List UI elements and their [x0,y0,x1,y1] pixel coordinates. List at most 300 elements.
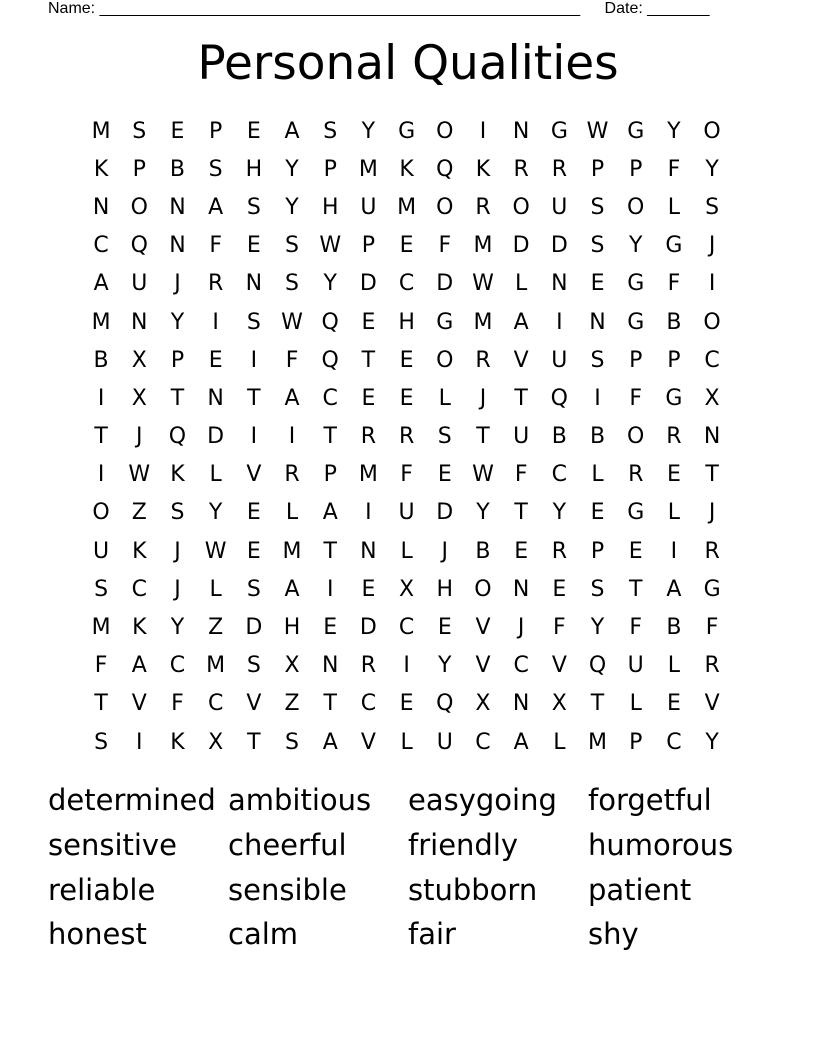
grid-letter: R [360,653,377,679]
grid-letter: U [360,194,377,220]
grid-letter: Q [321,309,339,335]
grid-letter: H [321,194,339,220]
grid-letter: Y [590,615,605,641]
word-list-item: forgetful [588,783,712,818]
grid-letter: L [285,500,299,526]
grid-letter: E [361,309,376,335]
grid-letter: X [131,347,147,373]
grid-letter: O [436,194,454,220]
grid-letter: E [666,462,681,488]
grid-letter: M [282,538,302,564]
grid-letter: G [703,576,721,602]
grid-letter: T [514,500,528,526]
word-list-item: easygoing [408,783,557,818]
grid-letter: M [588,729,608,755]
grid-letter: L [400,538,413,564]
word-list-item: sensible [228,872,347,907]
grid-letter: P [590,538,605,564]
grid-letter: F [667,271,681,297]
grid-letter: L [209,462,222,488]
grid-letter: E [361,385,376,411]
grid-letter: O [92,500,110,526]
grid-letter: Y [552,500,567,526]
grid-letter: O [512,194,530,220]
grid-letter: P [590,156,605,182]
grid-letter: G [627,118,645,144]
grid-letter: Q [436,156,454,182]
grid-letter: W [281,309,303,335]
word-list-item: determined [48,783,216,818]
grid-letter: D [436,271,454,297]
word-list-item: friendly [408,828,519,863]
word-list [48,778,768,957]
grid-letter: G [436,309,454,335]
grid-letter: L [667,500,681,526]
grid-letter: V [131,691,147,717]
grid-letter: T [323,424,337,450]
grid-letter: M [397,194,417,220]
word-list-item: fair [408,917,456,952]
grid-letter: T [361,347,376,373]
grid-letter: O [627,194,645,220]
grid-letter: P [170,347,185,373]
word-list-item: shy [588,917,639,952]
grid-letter: T [514,385,528,411]
grid-letter: U [627,653,644,679]
grid-letter: C [551,462,568,488]
grid-letter: U [513,424,530,450]
grid-letter: X [284,653,300,679]
grid-letter: M [91,615,111,641]
grid-letter: V [246,462,262,488]
grid-letter: B [551,424,567,450]
grid-letter: D [359,615,377,641]
grid-letter: G [550,118,568,144]
grid-letter: B [589,424,606,450]
grid-letter: J [174,271,181,297]
name-field-label: Name: ______________________________________________________ [48,0,581,17]
grid-letter: C [360,691,377,717]
grid-letter: B [666,309,682,335]
grid-letter: F [400,462,413,488]
grid-letter: P [209,118,223,144]
grid-letter: Y [438,653,452,679]
grid-letter: A [513,729,529,755]
grid-letter: V [246,691,262,717]
grid-letter: A [666,576,682,602]
grid-letter: C [398,615,415,641]
grid-letter: E [323,615,338,641]
grid-letter: M [473,309,493,335]
grid-letter: I [708,271,716,297]
grid-letter: J [174,576,181,602]
grid-letter: E [590,500,605,526]
grid-letter: R [628,462,644,488]
grid-letter: T [705,462,719,488]
grid-letter: T [323,691,337,717]
grid-letter: I [365,500,372,526]
grid-letter: W [128,462,151,488]
grid-letter: A [208,194,224,220]
grid-letter: N [92,194,110,220]
grid-letter: C [131,576,147,602]
grid-letter: G [627,500,645,526]
grid-letter: L [629,691,642,717]
grid-letter: F [94,653,108,679]
grid-letter: Y [705,156,719,182]
grid-letter: F [667,156,681,182]
grid-letter: E [246,118,261,144]
grid-letter: R [551,156,567,182]
grid-letter: Y [208,500,223,526]
grid-letter: Y [170,615,185,641]
word-list-item: humorous [588,828,734,863]
grid-letter: C [169,653,186,679]
grid-letter: K [475,156,491,182]
grid-letter: P [629,347,643,373]
grid-letter: Q [130,233,148,259]
grid-letter: X [208,729,224,755]
grid-letter: R [360,424,377,450]
grid-letter: C [475,729,491,755]
grid-letter: A [322,729,338,755]
grid-letter: H [245,156,263,182]
grid-letter: M [91,118,111,144]
grid-letter: S [208,156,223,182]
page-title: Personal Qualities [197,36,619,91]
grid-letter: J [479,385,487,411]
grid-letter: Y [170,309,185,335]
grid-letter: B [475,538,491,564]
grid-letter: G [665,233,683,259]
grid-letter: G [627,309,645,335]
grid-letter: S [94,576,109,602]
grid-letter: Z [284,691,300,717]
grid-letter: S [590,576,605,602]
grid-letter: U [131,271,148,297]
grid-letter: A [131,653,147,679]
grid-letter: P [361,233,376,259]
grid-letter: Y [628,233,643,259]
grid-letter: X [704,385,720,411]
grid-letter: D [207,424,225,450]
grid-letter: O [130,194,148,220]
grid-letter: P [323,156,337,182]
grid-letter: O [436,118,454,144]
grid-letter: D [245,615,263,641]
grid-letter: R [208,271,224,297]
grid-letter: L [209,576,222,602]
word-list-item: calm [228,917,299,952]
grid-letter: A [513,309,529,335]
grid-letter: F [553,615,566,641]
grid-letter: A [93,271,109,297]
grid-letter: N [589,309,606,335]
grid-letter: C [207,691,224,717]
grid-letter: S [590,233,605,259]
grid-letter: W [472,462,494,488]
grid-letter: J [517,615,525,641]
grid-letter: L [515,271,528,297]
grid-letter: I [288,424,296,450]
grid-letter: K [132,538,147,564]
grid-letter: N [512,691,530,717]
grid-letter: S [285,729,300,755]
grid-letter: I [403,653,410,679]
grid-letter: E [628,538,643,564]
grid-letter: K [399,156,414,182]
grid-letter: G [665,385,683,411]
grid-letter: N [360,538,377,564]
grid-letter: V [475,615,491,641]
grid-letter: S [705,194,720,220]
letter-grid [82,112,731,761]
grid-letter: F [171,691,184,717]
grid-letter: T [94,691,108,717]
grid-letter: I [326,576,334,602]
grid-letter: F [629,615,643,641]
grid-letter: R [513,156,529,182]
grid-letter: T [247,385,261,411]
grid-letter: N [512,576,530,602]
grid-letter: T [323,538,337,564]
grid-letter: R [551,538,567,564]
grid-letter: P [667,347,681,373]
grid-letter: E [437,615,452,641]
grid-letter: E [246,233,261,259]
grid-letter: E [208,347,223,373]
grid-letter: E [170,118,185,144]
grid-letter: E [399,347,414,373]
grid-letter: E [437,462,452,488]
grid-letter: S [132,118,147,144]
grid-letter: L [667,653,681,679]
grid-letter: V [513,347,529,373]
grid-letter: H [283,615,301,641]
grid-letter: R [666,424,682,450]
grid-letter: K [170,462,185,488]
grid-letter: J [708,233,716,259]
grid-letter: F [629,385,643,411]
grid-letter: C [398,271,415,297]
grid-letter: O [474,576,492,602]
grid-letter: N [169,194,186,220]
grid-letter: A [284,385,300,411]
grid-letter: T [94,424,108,450]
grid-letter: Q [436,691,454,717]
grid-letter: V [704,691,720,717]
grid-letter: M [358,156,378,182]
grid-letter: S [590,194,605,220]
grid-letter: E [246,538,261,564]
grid-letter: D [436,500,454,526]
grid-letter: N [512,118,530,144]
grid-letter: T [628,576,643,602]
date-field-label: Date: _______ [604,0,710,17]
grid-letter: E [590,271,605,297]
word-list-item: honest [48,917,147,952]
grid-letter: E [246,500,261,526]
grid-letter: Q [321,347,339,373]
grid-letter: T [170,385,185,411]
grid-letter: I [479,118,487,144]
grid-letter: I [250,347,258,373]
grid-letter: U [93,538,110,564]
grid-letter: I [594,385,601,411]
grid-letter: D [550,233,568,259]
grid-letter: O [627,424,645,450]
grid-letter: O [436,347,454,373]
grid-letter: E [514,538,529,564]
grid-letter: L [591,462,604,488]
grid-letter: N [703,424,721,450]
grid-letter: E [361,576,376,602]
grid-letter: F [285,347,299,373]
grid-letter: C [93,233,109,259]
grid-letter: D [512,233,530,259]
grid-letter: H [436,576,454,602]
grid-letter: P [629,729,643,755]
grid-letter: E [666,691,681,717]
grid-letter: U [436,729,453,755]
word-list-item: patient [588,872,692,907]
grid-letter: R [704,653,720,679]
grid-letter: S [285,271,300,297]
grid-letter: S [246,653,261,679]
grid-letter: Y [285,156,299,182]
grid-letter: P [323,462,337,488]
grid-letter: G [627,271,645,297]
grid-letter: L [553,729,566,755]
grid-letter: A [284,118,300,144]
grid-letter: L [667,194,681,220]
grid-letter: E [552,576,567,602]
grid-letter: Z [131,500,147,526]
grid-letter: D [359,271,377,297]
grid-letter: E [399,385,414,411]
grid-letter: F [705,615,719,641]
grid-letter: B [169,156,186,182]
grid-letter: A [284,576,300,602]
grid-letter: Y [476,500,490,526]
grid-letter: N [207,385,224,411]
grid-letter: C [513,653,529,679]
grid-letter: C [704,347,720,373]
grid-letter: Z [208,615,224,641]
grid-letter: O [703,118,721,144]
grid-letter: F [438,233,452,259]
grid-letter: T [247,729,261,755]
grid-letter: S [590,347,605,373]
grid-letter: T [590,691,605,717]
grid-letter: A [322,500,338,526]
grid-letter: P [629,156,643,182]
grid-letter: I [250,424,258,450]
grid-letter: N [169,233,186,259]
grid-letter: R [398,424,415,450]
grid-letter: Y [705,729,719,755]
grid-letter: S [246,194,261,220]
grid-letter: W [472,271,494,297]
grid-letter: M [358,462,378,488]
grid-letter: N [131,309,148,335]
grid-letter: Q [168,424,187,450]
grid-letter: O [703,309,721,335]
grid-letter: U [551,194,568,220]
grid-letter: I [670,538,678,564]
grid-letter: W [319,233,342,259]
grid-letter: S [170,500,185,526]
grid-letter: Y [361,118,376,144]
grid-letter: I [136,729,143,755]
grid-letter: K [93,156,109,182]
grid-letter: S [285,233,300,259]
grid-letter: U [551,347,568,373]
grid-letter: R [475,194,491,220]
grid-letter: R [284,462,300,488]
grid-letter: P [132,156,146,182]
grid-letter: R [475,347,491,373]
grid-letter: E [399,233,414,259]
grid-letter: K [170,729,185,755]
grid-letter: J [708,500,716,526]
grid-letter: Y [323,271,337,297]
grid-letter: J [441,538,449,564]
grid-letter: I [556,309,563,335]
grid-letter: M [91,309,111,335]
grid-letter: Y [667,118,681,144]
grid-letter: V [475,653,491,679]
grid-letter: V [360,729,376,755]
grid-letter: V [551,653,567,679]
grid-letter: I [97,462,105,488]
grid-letter: L [400,729,413,755]
grid-letter: X [399,576,415,602]
grid-letter: I [97,385,105,411]
grid-letter: Q [588,653,607,679]
grid-letter: X [475,691,491,717]
grid-letter: S [246,576,261,602]
grid-letter: J [136,424,143,450]
grid-letter: L [438,385,451,411]
grid-letter: W [204,538,227,564]
word-list-item: stubborn [408,872,538,907]
grid-letter: J [174,538,181,564]
grid-letter: N [245,271,263,297]
grid-letter: C [322,385,338,411]
grid-letter: K [132,615,147,641]
grid-letter: W [586,118,609,144]
grid-letter: X [131,385,147,411]
grid-letter: S [94,729,109,755]
grid-letter: B [666,615,682,641]
grid-letter: N [551,271,568,297]
grid-letter: F [209,233,222,259]
grid-letter: N [321,653,339,679]
grid-letter: I [212,309,219,335]
grid-letter: M [206,653,226,679]
grid-letter: S [323,118,338,144]
grid-letter: S [246,309,261,335]
grid-letter: F [514,462,528,488]
grid-letter: Q [550,385,568,411]
word-list-item: sensitive [48,828,177,863]
grid-letter: T [476,424,490,450]
grid-letter: R [704,538,720,564]
worksheet-header [48,0,710,18]
grid-letter: H [398,309,415,335]
grid-letter: G [398,118,416,144]
